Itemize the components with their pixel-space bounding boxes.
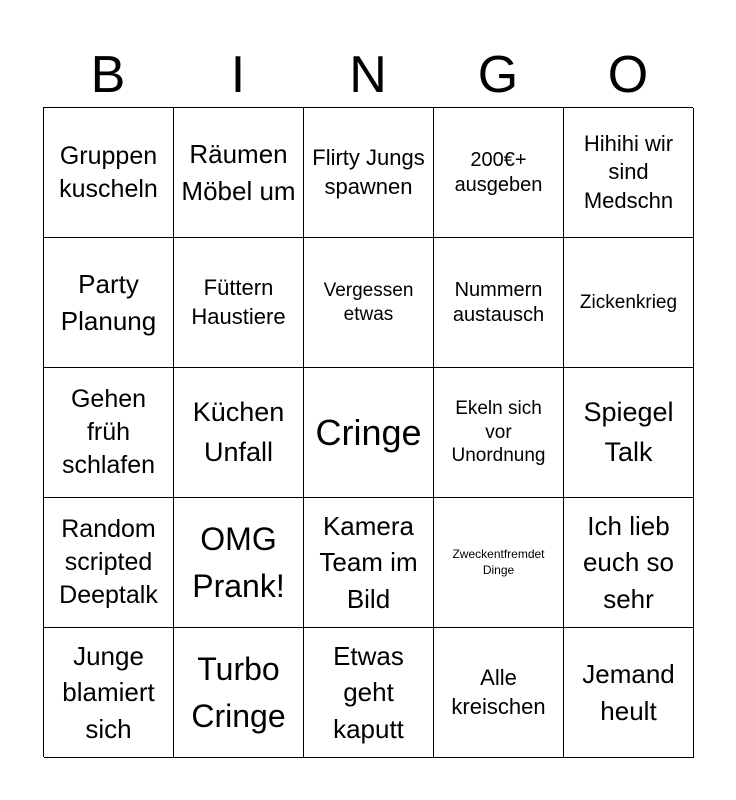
bingo-cell-text: Nummern austausch — [452, 278, 545, 326]
bingo-cell[interactable] — [564, 108, 694, 238]
bingo-cell[interactable] — [564, 368, 694, 498]
bingo-cell[interactable] — [434, 628, 564, 758]
bingo-cell-text: Füttern Haustiere — [191, 274, 286, 329]
bingo-cell-text: Jemand heult — [582, 659, 675, 726]
bingo-cell-text: OMG Prank! — [192, 521, 285, 604]
bingo-cell[interactable] — [434, 498, 564, 628]
bingo-cell[interactable] — [174, 628, 304, 758]
bingo-cell-text: Vergessen etwas — [323, 279, 414, 325]
bingo-cell-text: Zickenkrieg — [579, 291, 678, 313]
bingo-cell[interactable] — [564, 238, 694, 368]
bingo-cell[interactable] — [174, 368, 304, 498]
header-letter-o: O — [607, 46, 649, 104]
bingo-cell[interactable] — [304, 628, 434, 758]
bingo-card — [43, 107, 693, 757]
bingo-cell-text: Ekeln sich vor Unordnung — [451, 397, 546, 467]
bingo-cell[interactable] — [304, 498, 434, 628]
bingo-cell-text: Küchen Unfall — [192, 397, 285, 467]
bingo-cell[interactable] — [174, 238, 304, 368]
bingo-cell[interactable] — [564, 628, 694, 758]
bingo-cell[interactable] — [174, 498, 304, 628]
bingo-cell[interactable] — [434, 368, 564, 498]
bingo-cell-text: 200€+ ausgeben — [454, 148, 543, 196]
bingo-cell[interactable] — [304, 368, 434, 498]
bingo-cell-text: Kamera Team im Bild — [319, 510, 418, 614]
bingo-cell-text: Cringe — [315, 412, 422, 453]
bingo-cell-text: Alle kreischen — [451, 664, 546, 719]
bingo-cell-text: Gehen früh schlafen — [61, 385, 156, 479]
bingo-cell[interactable] — [44, 498, 174, 628]
bingo-cell-text: Etwas geht kaputt — [333, 640, 404, 744]
bingo-cell-text: Gruppen kuscheln — [59, 141, 158, 203]
bingo-cell[interactable] — [434, 238, 564, 368]
bingo-cell[interactable] — [304, 238, 434, 368]
bingo-cell[interactable] — [44, 368, 174, 498]
bingo-cell-text: Ich lieb euch so sehr — [582, 510, 675, 614]
header-letter-b: B — [90, 46, 126, 104]
bingo-cell[interactable] — [44, 108, 174, 238]
bingo-cell[interactable] — [564, 498, 694, 628]
bingo-cell-text: Zweckentfremdet Dinge — [452, 546, 545, 577]
bingo-cell-text: Random scripted Deeptalk — [59, 515, 158, 609]
bingo-cell-text: Flirty Jungs spawnen — [312, 144, 425, 199]
bingo-cell[interactable] — [304, 108, 434, 238]
header-letter-n: N — [349, 46, 387, 104]
bingo-cell-text: Räumen Möbel um — [181, 139, 296, 206]
bingo-cell[interactable] — [44, 628, 174, 758]
header-letter-i: I — [230, 46, 246, 104]
bingo-cell-text: Turbo Cringe — [191, 651, 286, 734]
header-letter-g: G — [477, 46, 519, 104]
bingo-cell-text: Party Planung — [60, 269, 157, 336]
bingo-cell[interactable] — [44, 238, 174, 368]
bingo-cell-text: Hihihi wir sind Medschn — [583, 130, 674, 213]
bingo-cell[interactable] — [174, 108, 304, 238]
bingo-cell-text: Spiegel Talk — [583, 397, 674, 467]
bingo-cell[interactable] — [434, 108, 564, 238]
bingo-header — [43, 42, 693, 108]
bingo-cell-text: Junge blamiert sich — [62, 640, 155, 744]
